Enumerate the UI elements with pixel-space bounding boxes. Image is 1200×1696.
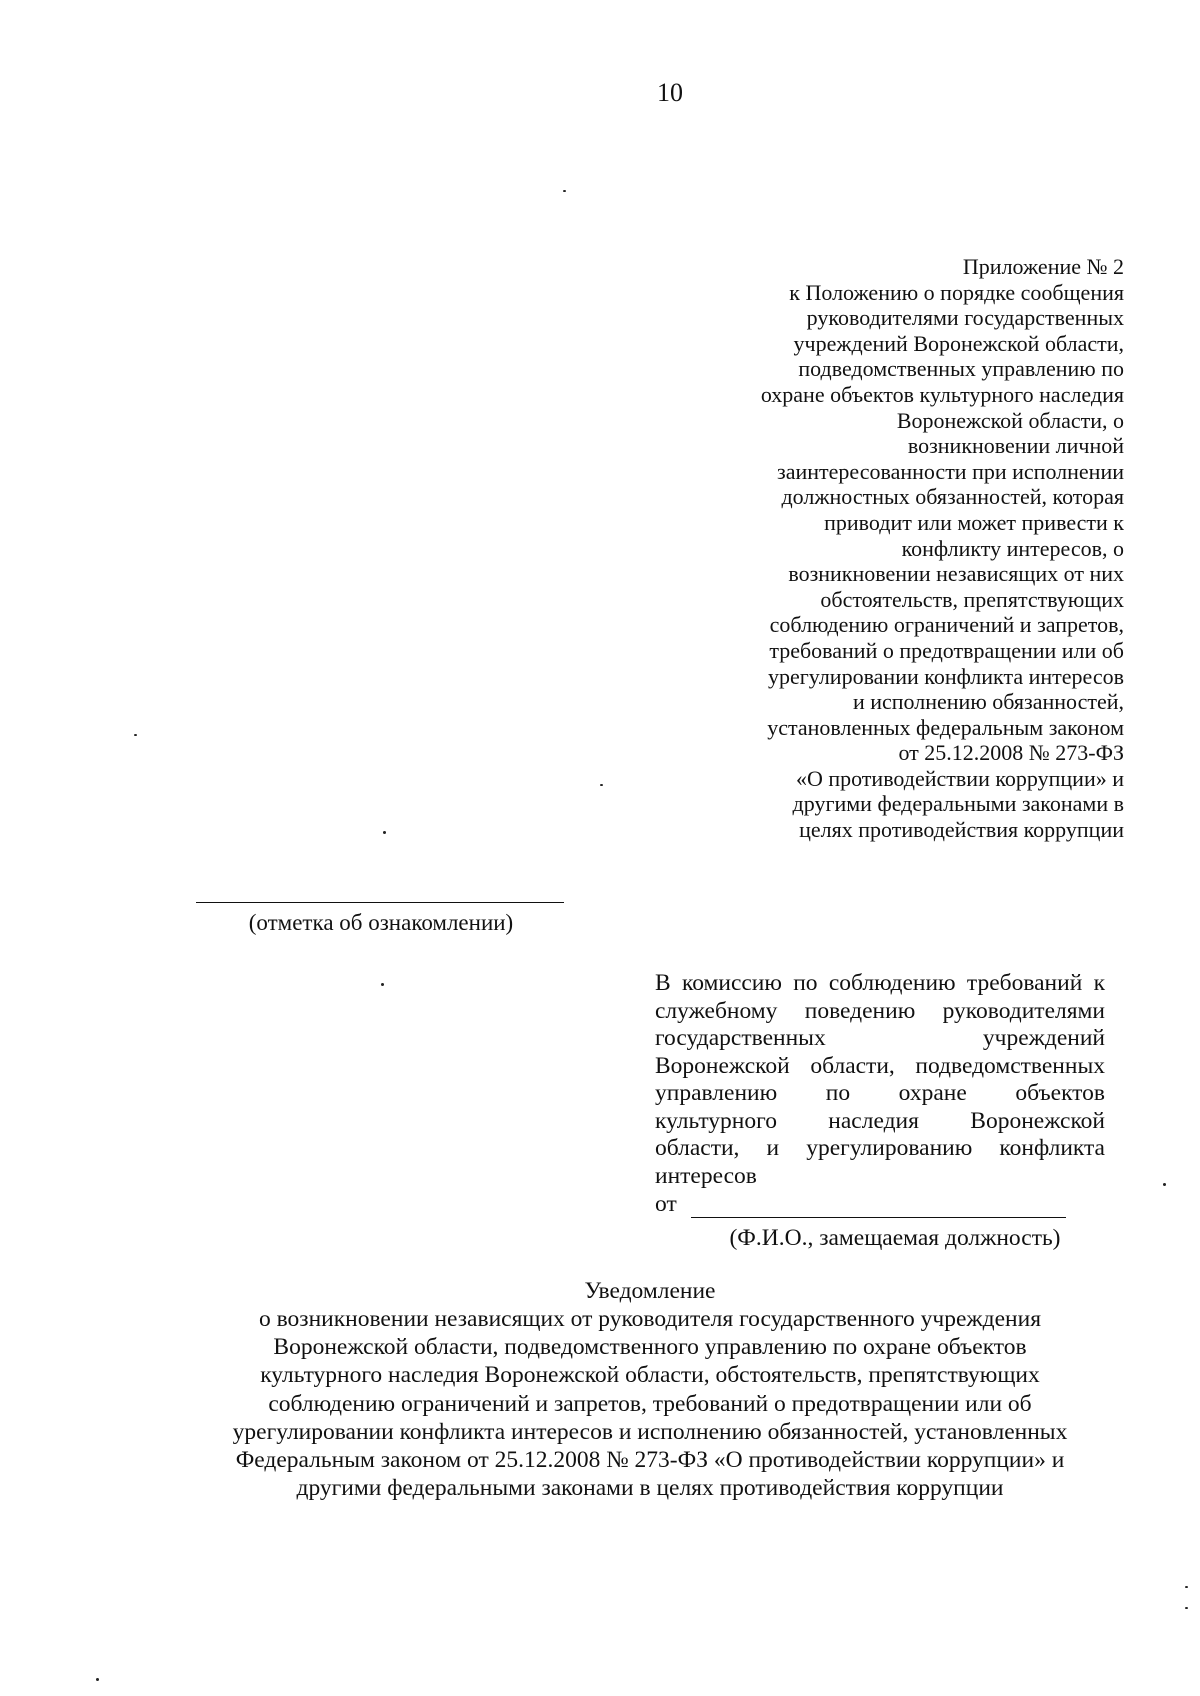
acknowledgement-signature-line[interactable] bbox=[196, 902, 564, 903]
addressee-line: Воронежской области, подведомственных bbox=[655, 1052, 1105, 1079]
appendix-line: требований о предотвращении или об bbox=[769, 637, 1124, 663]
notice-line: о возникновении независящих от руководителя государственного учреждения bbox=[258, 1306, 1042, 1332]
appendix-line: возникновении независящих от них bbox=[788, 561, 1124, 587]
appendix-line: заинтересованности при исполнении bbox=[777, 458, 1124, 484]
appendix-line: приводит или может привести к bbox=[824, 509, 1124, 535]
notice-subtitle bbox=[180, 1305, 1120, 1502]
appendix-line: охране объектов культурного наследия bbox=[760, 381, 1124, 407]
addressee-line: В комиссию по соблюдению требований к bbox=[655, 970, 1105, 996]
appendix-line: от 25.12.2008 № 273-ФЗ bbox=[898, 740, 1124, 766]
appendix-line: обстоятельств, препятствующих bbox=[820, 586, 1124, 612]
addressee-line: области, и урегулированию конфликта bbox=[655, 1135, 1105, 1161]
appendix-line: подведомственных управлению по bbox=[798, 356, 1124, 382]
addressee-line: служебному поведению руководителями bbox=[655, 997, 1105, 1024]
addressee-line: государственных учреждений bbox=[655, 1025, 1105, 1051]
appendix-line: руководителями государственных bbox=[806, 305, 1124, 331]
acknowledgement-block bbox=[196, 902, 566, 937]
notice-line: соблюдению ограничений и запретов, требований о предотвращении или об bbox=[268, 1390, 1032, 1417]
addressee-line: культурного наследия Воронежской bbox=[655, 1107, 1105, 1134]
scan-speck bbox=[600, 784, 603, 786]
appendix-line: установленных федеральным законом bbox=[767, 714, 1124, 740]
scan-speck bbox=[381, 983, 384, 986]
scan-speck bbox=[1185, 1586, 1188, 1588]
notice-title: Уведомление bbox=[584, 1278, 716, 1304]
from-row bbox=[655, 1190, 1105, 1218]
appendix-line: «О противодействии коррупции» и bbox=[795, 765, 1124, 791]
appendix-header bbox=[664, 254, 1124, 843]
addressee-line: интересов bbox=[655, 1162, 757, 1189]
from-name-field[interactable] bbox=[691, 1195, 1066, 1218]
notice-line: культурного наследия Воронежской области, обстоятельств, препятствующих bbox=[260, 1362, 1040, 1389]
appendix-line: и исполнению обязанностей, bbox=[852, 689, 1124, 715]
appendix-line: конфликту интересов, о bbox=[901, 535, 1124, 561]
notice-line: Федеральным законом от 25.12.2008 № 273-ФЗ «О противодействии коррупции» и bbox=[235, 1447, 1065, 1474]
appendix-line: учреждений Воронежской области, bbox=[793, 330, 1124, 356]
addressee-line: управлению по охране объектов bbox=[655, 1080, 1105, 1106]
addressee-block bbox=[655, 970, 1105, 1252]
scan-speck bbox=[1185, 1607, 1188, 1609]
from-caption: (Ф.И.О., замещаемая должность) bbox=[729, 1225, 1061, 1251]
notice-line: другими федеральными законами в целях противодействия коррупции bbox=[296, 1475, 1004, 1502]
acknowledgement-caption: (отметка об ознакомлении) bbox=[248, 910, 514, 935]
page-number: 10 bbox=[657, 78, 683, 107]
scan-speck bbox=[383, 831, 386, 834]
appendix-line: Воронежской области, о bbox=[896, 407, 1124, 433]
appendix-line: урегулировании конфликта интересов bbox=[768, 663, 1124, 689]
scan-speck bbox=[134, 734, 137, 736]
appendix-line: должностных обязанностей, которая bbox=[781, 484, 1124, 510]
scan-speck bbox=[96, 1678, 99, 1681]
appendix-line: Приложение № 2 bbox=[962, 254, 1124, 279]
appendix-line: возникновении личной bbox=[907, 433, 1124, 459]
scan-speck bbox=[1163, 1183, 1166, 1186]
appendix-line: соблюдению ограничений и запретов, bbox=[769, 612, 1124, 638]
from-label: от bbox=[655, 1191, 677, 1217]
appendix-line: к Положению о порядке сообщения bbox=[789, 279, 1124, 305]
notice-line: урегулировании конфликта интересов и исполнению обязанностей, установленных bbox=[232, 1418, 1068, 1445]
appendix-line: целях противодействия коррупции bbox=[799, 817, 1124, 843]
scan-speck bbox=[563, 190, 566, 192]
notice-line: Воронежской области, подведомственного управлению по охране объектов bbox=[273, 1334, 1027, 1361]
appendix-line: другими федеральными законами в bbox=[792, 791, 1124, 817]
